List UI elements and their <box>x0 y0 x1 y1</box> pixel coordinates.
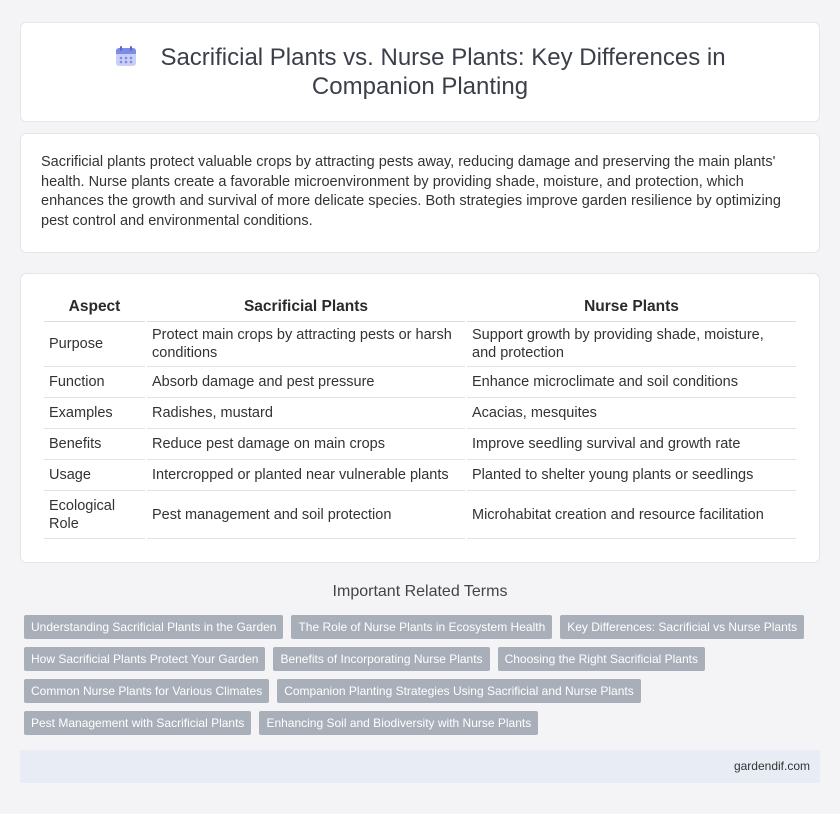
page-title: Sacrificial Plants vs. Nurse Plants: Key Differences in Companion Planting <box>160 44 726 100</box>
related-term-tag[interactable]: Pest Management with Sacrificial Plants <box>24 711 251 735</box>
cell-aspect: Usage <box>44 460 145 491</box>
tag-row <box>24 711 824 735</box>
header-aspect: Aspect <box>44 292 145 322</box>
page-title-wrap <box>21 43 819 101</box>
cell-sacrificial: Radishes, mustard <box>147 398 465 429</box>
related-term-tag[interactable]: The Role of Nurse Plants in Ecosystem Health <box>291 615 552 639</box>
related-terms-list <box>24 615 824 743</box>
intro-card <box>20 133 820 253</box>
related-term-tag[interactable]: Choosing the Right Sacrificial Plants <box>498 647 705 671</box>
related-term-tag[interactable]: How Sacrificial Plants Protect Your Garden <box>24 647 265 671</box>
comparison-table <box>42 292 798 539</box>
table-row <box>44 322 796 367</box>
related-term-tag[interactable]: Companion Planting Strategies Using Sacrificial and Nurse Plants <box>277 679 641 703</box>
tag-row <box>24 647 824 671</box>
header-nurse: Nurse Plants <box>467 292 796 322</box>
title-card <box>20 22 820 122</box>
cell-sacrificial: Intercropped or planted near vulnerable plants <box>147 460 465 491</box>
table-row <box>44 429 796 460</box>
related-terms-heading: Important Related Terms <box>332 583 508 600</box>
cell-aspect: Benefits <box>44 429 145 460</box>
tag-row <box>24 679 824 703</box>
table-row <box>44 367 796 398</box>
related-term-tag[interactable]: Benefits of Incorporating Nurse Plants <box>273 647 489 671</box>
table-row <box>44 398 796 429</box>
footer-site-link[interactable]: gardendif.com <box>733 759 810 773</box>
cell-sacrificial: Reduce pest damage on main crops <box>147 429 465 460</box>
cell-aspect: Purpose <box>44 322 145 367</box>
related-term-tag[interactable]: Understanding Sacrificial Plants in the Garden <box>24 615 283 639</box>
tag-row <box>24 615 824 639</box>
table-row <box>44 491 796 539</box>
cell-aspect: Ecological Role <box>44 491 145 539</box>
cell-nurse: Improve seedling survival and growth rate <box>467 429 796 460</box>
header-sacrificial: Sacrificial Plants <box>147 292 465 322</box>
cell-nurse: Enhance microclimate and soil conditions <box>467 367 796 398</box>
cell-nurse: Acacias, mesquites <box>467 398 796 429</box>
intro-paragraph: Sacrificial plants protect valuable crops by attracting pests away, reducing damage and preserving the main plants' health. Nurse plants create a favorable microenvironment by providing shade, moisture, and protection, which enhances the growth and survival of more delicate species. Both strategies improve garden resilience by optimizing pest control and environmental conditions. <box>41 154 781 229</box>
table-header-row <box>44 292 796 322</box>
cell-sacrificial: Absorb damage and pest pressure <box>147 367 465 398</box>
related-term-tag[interactable]: Common Nurse Plants for Various Climates <box>24 679 269 703</box>
footer <box>20 750 820 783</box>
related-term-tag[interactable]: Enhancing Soil and Biodiversity with Nurse Plants <box>259 711 538 735</box>
comparison-card <box>20 273 820 563</box>
cell-nurse: Microhabitat creation and resource facilitation <box>467 491 796 539</box>
related-term-tag[interactable]: Key Differences: Sacrificial vs Nurse Plants <box>560 615 804 639</box>
cell-sacrificial: Protect main crops by attracting pests or harsh conditions <box>147 322 465 367</box>
cell-aspect: Function <box>44 367 145 398</box>
cell-nurse: Support growth by providing shade, moisture, and protection <box>467 322 796 367</box>
cell-sacrificial: Pest management and soil protection <box>147 491 465 539</box>
cell-aspect: Examples <box>44 398 145 429</box>
cell-nurse: Planted to shelter young plants or seedlings <box>467 460 796 491</box>
table-row <box>44 460 796 491</box>
calendar-icon <box>114 44 138 68</box>
